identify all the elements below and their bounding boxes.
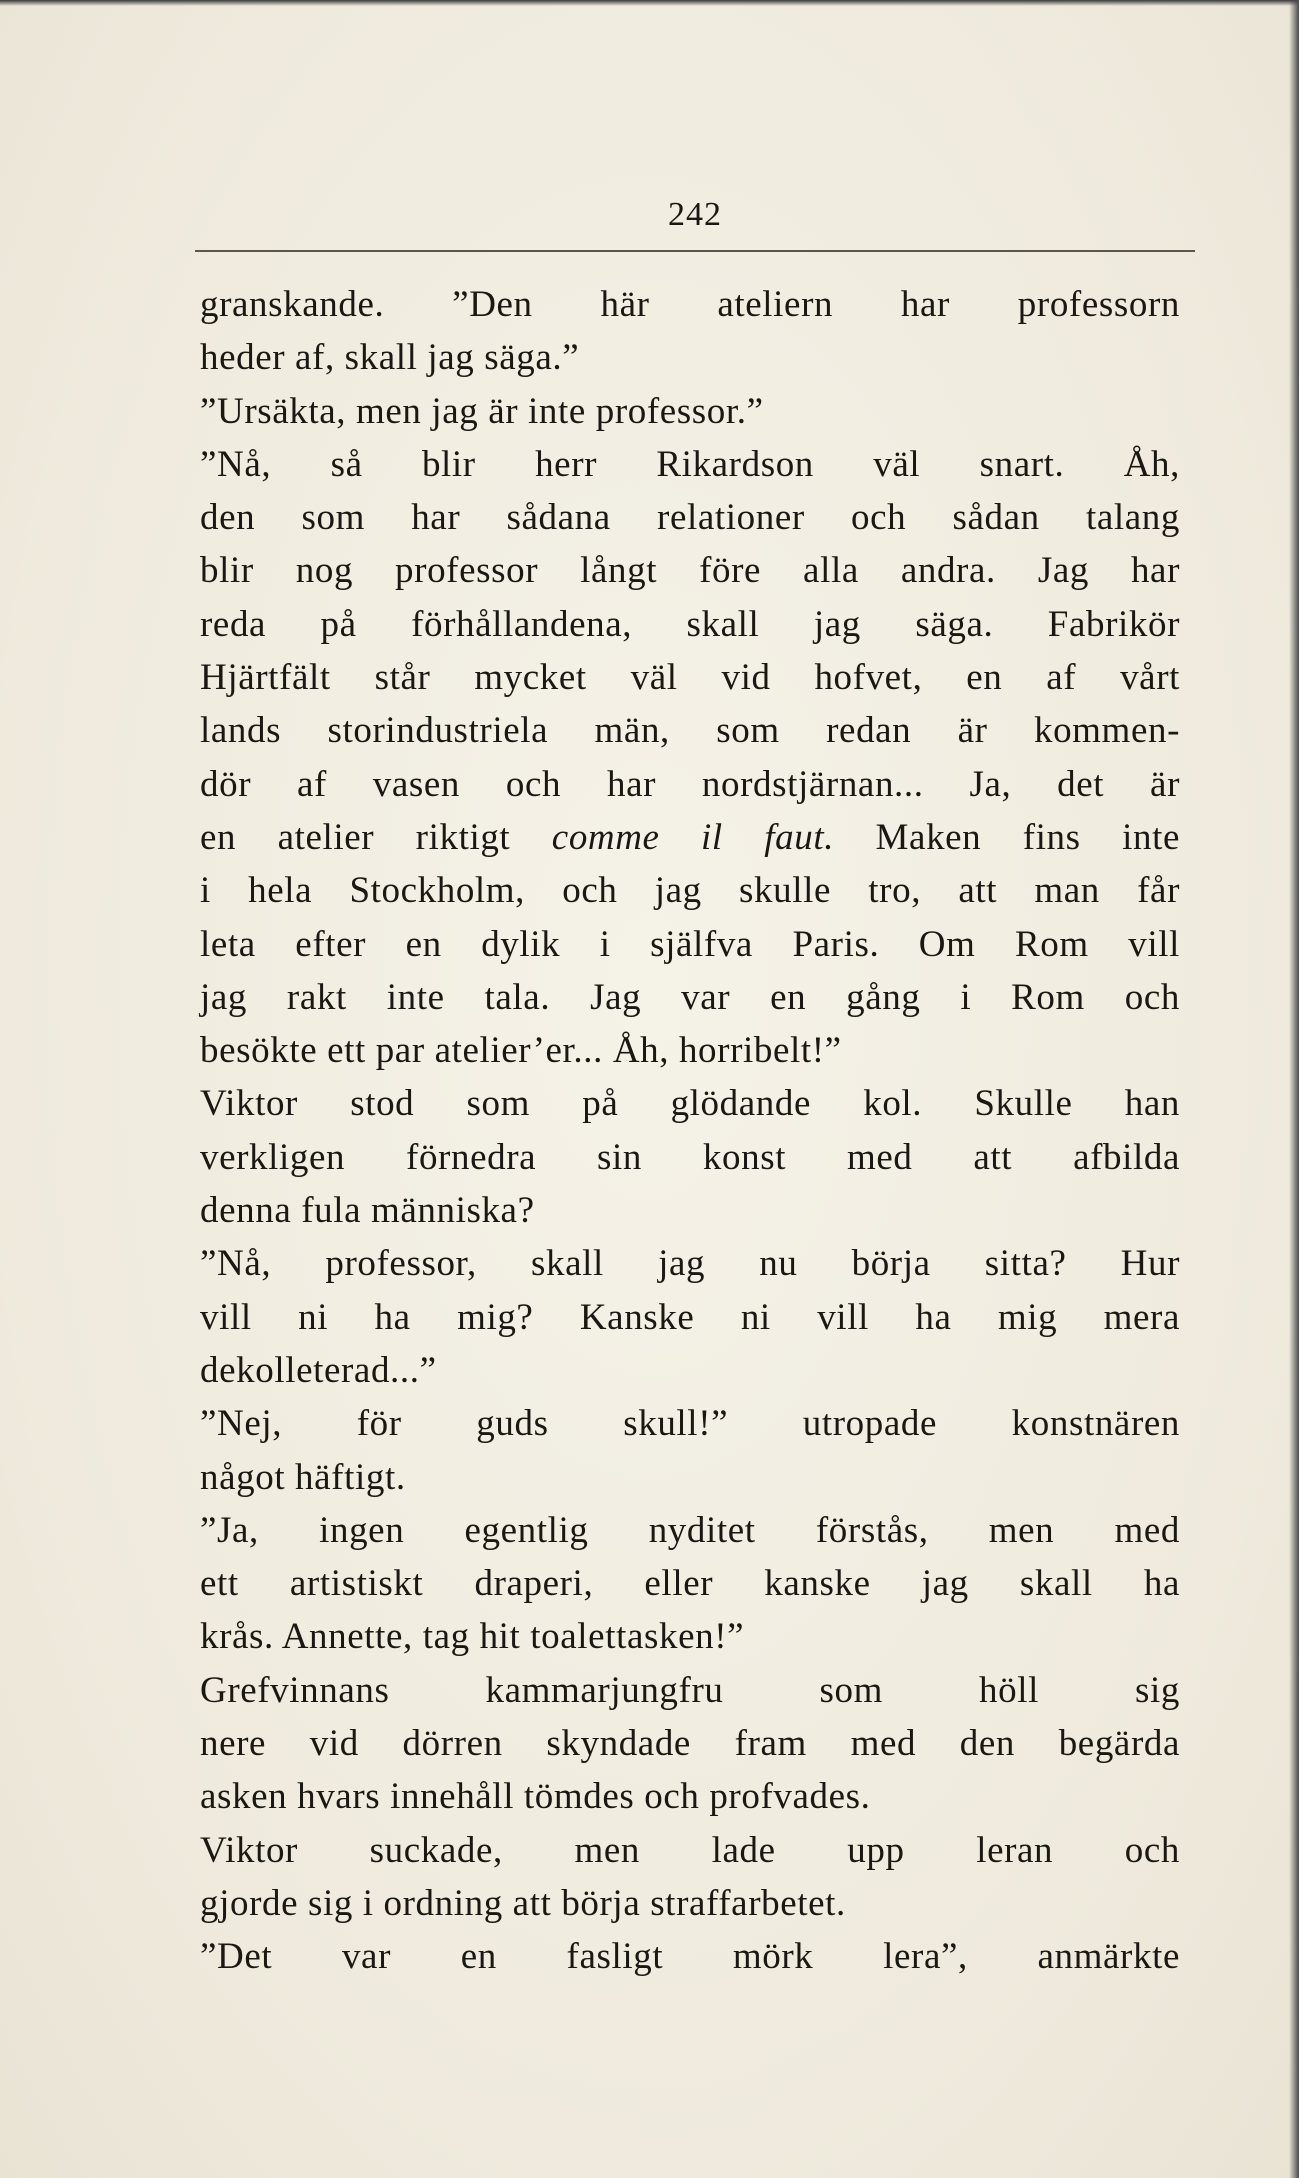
text-line — [200, 278, 1180, 331]
text-line — [200, 385, 1180, 438]
text-line — [200, 811, 1180, 864]
text-line — [200, 1877, 1180, 1930]
text-line — [200, 1824, 1180, 1877]
text-line-content: granskande. ”Den här ateliern har professorn — [200, 284, 1180, 325]
text-line-content: lands storindustriela män, som redan är kommen- — [200, 710, 1180, 752]
text-line-content: asken hvars innehåll tömdes och profvades. — [200, 1776, 871, 1818]
text-line-content: gjorde sig i ordning att börja straffarbetet. — [200, 1882, 846, 1924]
text-line-content: vill ni ha mig? Kanske ni vill ha mig mera — [200, 1296, 1180, 1338]
text-line — [200, 864, 1180, 917]
text-line-content: ”Ursäkta, men jag är inte professor.” — [200, 390, 764, 432]
text-line-content: krås. Annette, tag hit toalettasken!” — [200, 1616, 745, 1658]
page-number: 242 — [668, 196, 722, 233]
body-text — [200, 278, 1180, 1984]
text-line-content: ”Ja, ingen egentlig nyditet förstås, men med — [200, 1509, 1180, 1551]
page-right-edge — [1289, 0, 1299, 2178]
text-line-content: dekolleterad...” — [200, 1349, 437, 1391]
text-line — [200, 1610, 1180, 1663]
page-header — [195, 196, 1195, 256]
text-line — [200, 544, 1180, 597]
text-line — [200, 1504, 1180, 1557]
text-line-content: Grefvinnans kammarjungfru som höll sig — [200, 1669, 1180, 1711]
text-line — [200, 1291, 1180, 1344]
text-line-content: ett artistiskt draperi, eller kanske jag skall ha — [200, 1563, 1180, 1605]
text-line — [200, 1131, 1180, 1184]
text-line — [200, 331, 1180, 384]
text-line-content: jag rakt inte tala. Jag var en gång i Rom och — [200, 976, 1180, 1018]
text-line — [200, 1077, 1180, 1130]
text-line — [200, 1664, 1180, 1717]
text-line — [200, 971, 1180, 1024]
text-line — [200, 598, 1180, 651]
text-line-content: heder af, skall jag säga.” — [200, 337, 580, 379]
text-line-content: något häftigt. — [200, 1456, 406, 1498]
text-line-content: Hjärtfält står mycket väl vid hofvet, en af vårt — [200, 657, 1180, 699]
text-line — [200, 1397, 1180, 1450]
page-top-edge — [0, 0, 1299, 6]
text-line-content: i hela Stockholm, och jag skulle tro, att man får — [200, 870, 1180, 912]
text-line-content: en atelier riktigt — [200, 816, 511, 858]
text-line — [200, 1024, 1180, 1077]
text-line-rest: Maken fins inte — [834, 816, 1180, 858]
text-line — [200, 438, 1180, 491]
text-line-content: den som har sådana relationer och sådan talang — [200, 497, 1180, 539]
header-rule — [195, 250, 1195, 252]
text-line — [200, 704, 1180, 757]
text-line-content: reda på förhållandena, skall jag säga. Fabrikör — [200, 603, 1180, 645]
text-line — [200, 1930, 1180, 1983]
text-line-content: Viktor suckade, men lade upp leran och — [200, 1829, 1180, 1871]
text-line — [200, 1770, 1180, 1823]
text-line-content: ”Nej, för guds skull!” utropade konstnären — [200, 1403, 1180, 1445]
text-line-content: ”Nå, så blir herr Rikardson väl snart. Åh, — [200, 443, 1180, 485]
text-line — [200, 1184, 1180, 1237]
text-line — [200, 1717, 1180, 1770]
text-line-content: nere vid dörren skyndade fram med den begärda — [200, 1723, 1180, 1765]
text-line — [200, 918, 1180, 971]
text-line-content: besökte ett par atelier’er... Åh, horribelt!” — [200, 1030, 842, 1072]
text-line — [200, 1451, 1180, 1504]
text-line-content: ”Det var en fasligt mörk lera”, anmärkte — [200, 1936, 1180, 1978]
text-line — [200, 1237, 1180, 1290]
text-line-content: dör af vasen och har nordstjärnan... Ja, det är — [200, 763, 1180, 805]
text-line — [200, 1557, 1180, 1610]
text-line-content: denna fula människa? — [200, 1190, 535, 1232]
text-line — [200, 758, 1180, 811]
text-line-content: leta efter en dylik i själfva Paris. Om Rom vill — [200, 923, 1180, 965]
text-line-content: verkligen förnedra sin konst med att afbilda — [200, 1136, 1180, 1178]
text-line — [200, 491, 1180, 544]
text-line — [200, 651, 1180, 704]
italic-phrase: comme il faut. — [551, 816, 835, 858]
text-line — [200, 1344, 1180, 1397]
text-line-content: blir nog professor långt före alla andra. Jag har — [200, 550, 1180, 592]
text-line-content: Viktor stod som på glödande kol. Skulle han — [200, 1083, 1180, 1125]
text-line-content: ”Nå, professor, skall jag nu börja sitta? Hur — [200, 1243, 1180, 1285]
